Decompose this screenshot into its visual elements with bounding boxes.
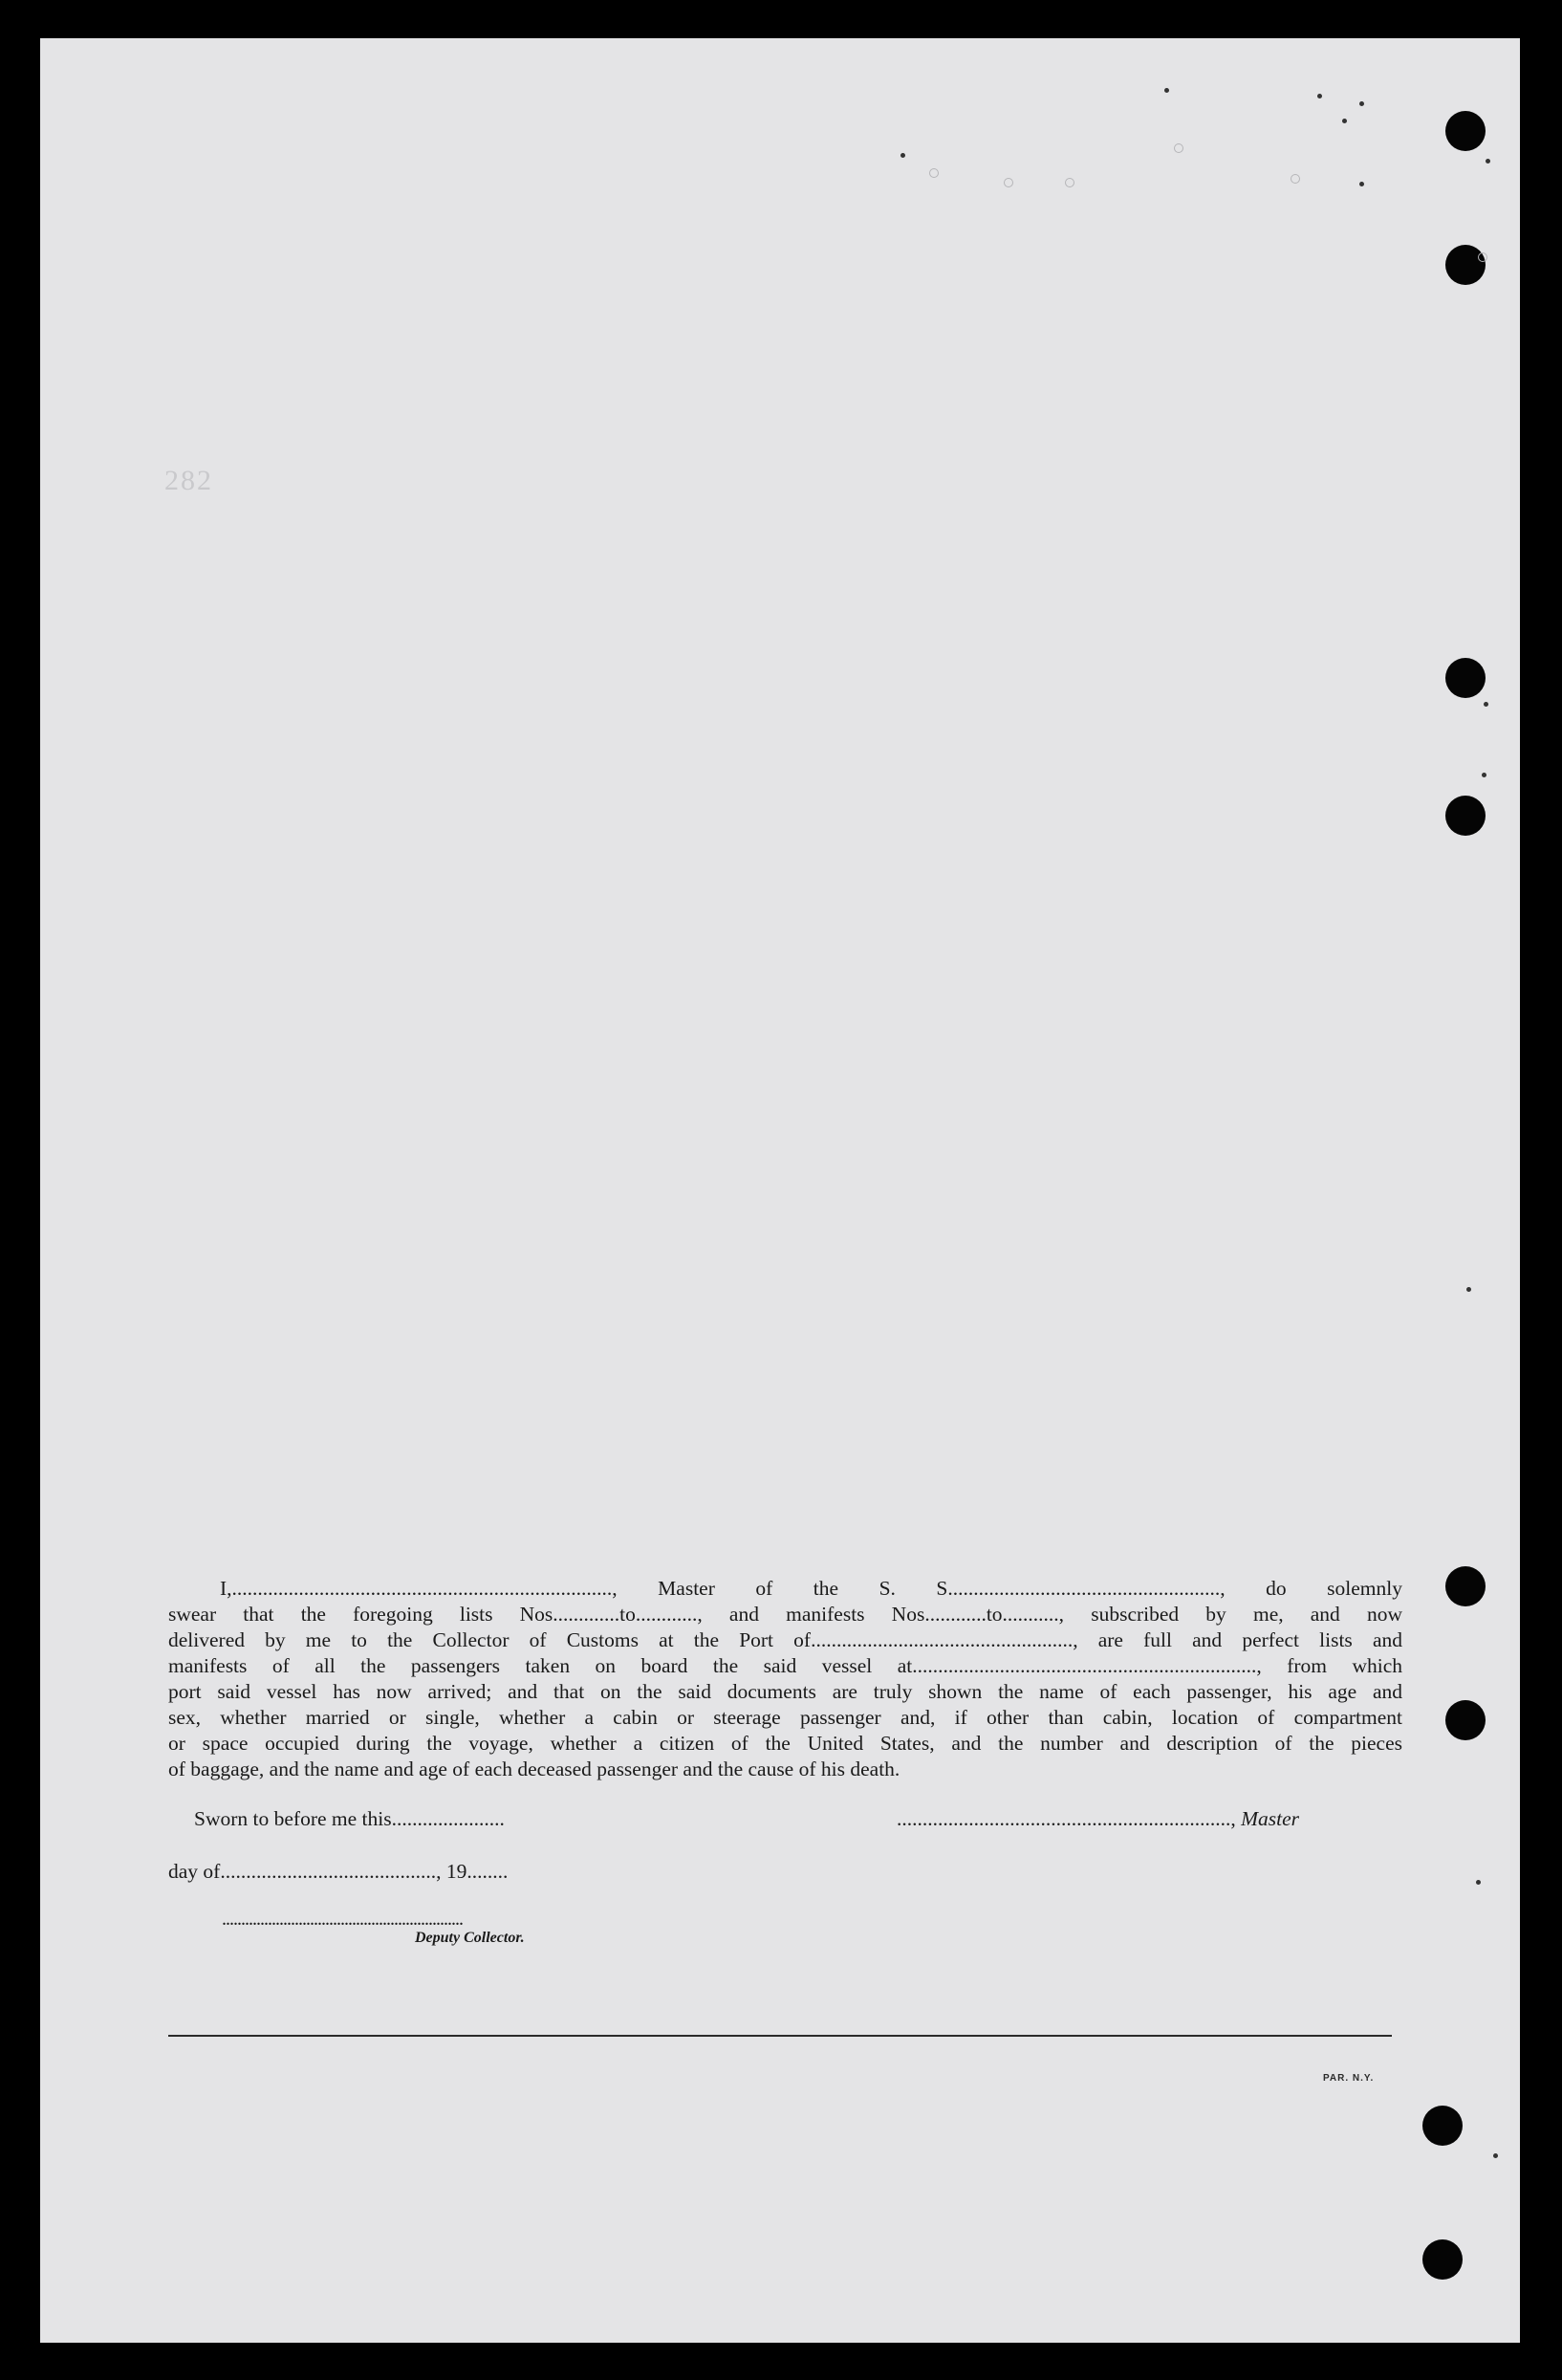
ink-speck-icon (1493, 2153, 1498, 2158)
ink-speck-icon (1484, 702, 1488, 707)
ink-speck-icon (1004, 178, 1013, 187)
oath-line: sex, whether married or single, whether a cabin or steerage passenger and, if other than cabin, location of compartment (168, 1706, 1402, 1729)
punch-hole-icon (1445, 1700, 1486, 1740)
oath-line: I,.........................................................................., Master of the S. S....................................................., do solemnly (220, 1577, 1402, 1600)
oath-line: delivered by me to the Collector of Customs at the Port of..................................................., are full and perfect lists and (168, 1628, 1402, 1651)
master-signature-line: ................................................................., (897, 1807, 1236, 1830)
ink-speck-icon (1065, 178, 1074, 187)
oath-line: swear that the foregoing lists Nos.............to............, and manifests Nos............to..........., subscribed by me, and now (168, 1603, 1402, 1626)
oath-line: or space occupied during the voyage, whether a citizen of the United States, and the number and description of the pieces (168, 1732, 1402, 1755)
ink-speck-icon (1342, 119, 1347, 123)
punch-hole-icon (1422, 2106, 1463, 2146)
ink-speck-icon (1291, 174, 1300, 184)
deputy-collector-signature-line: ............................................................... (222, 1909, 463, 1930)
oath-line: manifests of all the passengers taken on board the said vessel at..................................................................., from which (168, 1654, 1402, 1677)
ink-speck-icon (1317, 94, 1322, 98)
punch-hole-icon (1445, 111, 1486, 151)
punch-hole-icon (1445, 1566, 1486, 1606)
punch-hole-icon (1422, 2239, 1463, 2280)
ink-speck-icon (1486, 159, 1490, 164)
horizontal-divider (168, 2035, 1392, 2037)
ink-speck-icon (1466, 1287, 1471, 1292)
ink-speck-icon (1482, 773, 1486, 777)
document-page (40, 38, 1520, 2343)
ink-speck-icon (900, 153, 905, 158)
printer-mark: PAR. N.Y. (1323, 2073, 1375, 2084)
ink-speck-icon (1478, 252, 1487, 262)
oath-paragraph (168, 1576, 1402, 1782)
ink-speck-icon (1359, 182, 1364, 186)
oath-line: port said vessel has now arrived; and that on the said documents are truly shown the name of each passenger, his age and (168, 1680, 1402, 1703)
deputy-collector-label: Deputy Collector. (415, 1930, 525, 1946)
master-signature-field (897, 1807, 1299, 1831)
ink-speck-icon (1476, 1880, 1481, 1885)
ink-speck-icon (1359, 101, 1364, 106)
ink-speck-icon (1174, 143, 1183, 153)
master-label: Master (1241, 1807, 1300, 1830)
punch-hole-icon (1445, 245, 1486, 285)
oath-line: of baggage, and the name and age of each deceased passenger and the cause of his death. (168, 1758, 900, 1780)
punch-hole-icon (1445, 658, 1486, 698)
punch-hole-icon (1445, 796, 1486, 836)
ink-speck-icon (1164, 88, 1169, 93)
ink-speck-icon (929, 168, 939, 178)
sworn-before-field: Sworn to before me this...................... (194, 1807, 505, 1830)
faint-page-number: 282 (164, 465, 213, 496)
day-of-field: day of.........................................., 19........ (168, 1860, 509, 1883)
